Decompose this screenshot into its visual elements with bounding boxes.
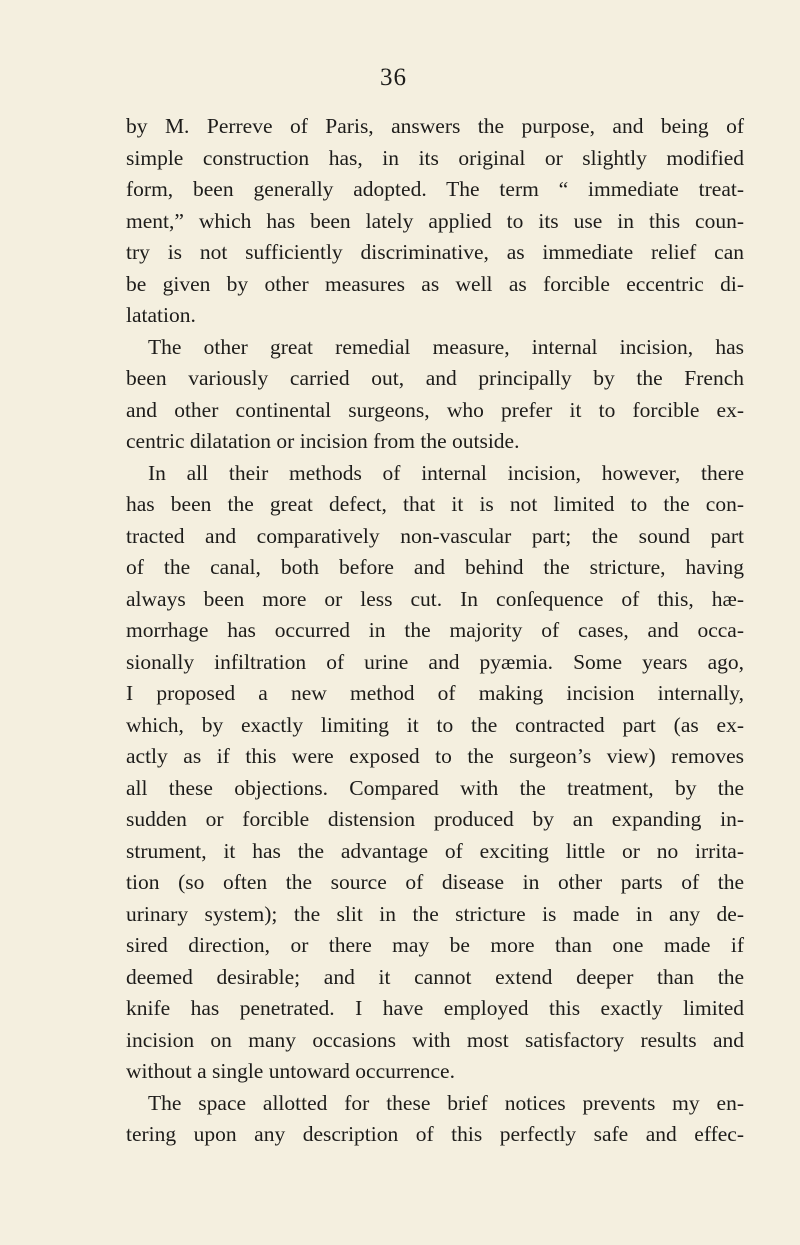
text-line: of the canal, both before and behind the stricture, having [126,555,744,579]
text-line: which, by exactly limiting it to the contracted part (as ex- [126,712,744,737]
text-line: incision on many occasions with most satisfactory results and [126,1027,744,1052]
text-line: sudden or forcible distension produced by an expanding in- [126,807,744,831]
text-line: The space allotted for these brief notices prevents my en- [148,1090,744,1115]
text-line: tracted and comparatively non-vascular part; the sound part [126,523,744,548]
text-line: been variously carried out, and principally by the French [126,366,744,390]
text-line: sired direction, or there may be more than one made if [126,933,744,957]
text-line: without a single untoward occurrence. [126,1059,455,1083]
text-line: latation. [126,303,196,327]
page-number: 36 [380,64,407,91]
text-line: In all their methods of internal incision, however, there [148,460,744,485]
text-line: sionally infiltration of urine and pyæmia. Some years ago, [126,649,744,674]
text-line: I proposed a new method of making incision internally, [126,681,744,705]
text-line: centric dilatation or incision from the outside. [126,429,520,453]
body-text [126,111,744,1151]
text-line: tering upon any description of this perfectly safe and effec- [126,1122,744,1146]
text-line: tion (so often the source of disease in other parts of the [126,870,744,894]
text-line: ment,” which has been lately applied to its use in this coun- [126,208,744,233]
text-line: and other continental surgeons, who prefer it to forcible ex- [126,397,744,422]
text-line: urinary system); the slit in the stricture is made in any de- [126,901,744,926]
text-line: all these objections. Compared with the treatment, by the [126,775,744,800]
text-line: has been the great defect, that it is not limited to the con- [126,492,744,516]
text-line: form, been generally adopted. The term “ immediate treat- [126,177,744,201]
text-line: strument, it has the advantage of exciting little or no irrita- [126,838,744,863]
text-line: knife has penetrated. I have employed this exactly limited [126,996,744,1020]
text-line: deemed desirable; and it cannot extend deeper than the [126,964,744,989]
text-line: always been more or less cut. In conſequence of this, hæ- [126,586,744,611]
text-line: simple construction has, in its original or slightly modified [126,145,744,170]
text-line: actly as if this were exposed to the surgeon’s view) removes [126,744,744,768]
text-line: The other great remedial measure, internal incision, has [148,334,744,359]
text-line: be given by other measures as well as forcible eccentric di- [126,271,744,296]
text-line: by M. Perreve of Paris, answers the purpose, and being of [126,114,744,138]
text-line: try is not sufficiently discriminative, as immediate relief can [126,240,744,264]
text-line: morrhage has occurred in the majority of cases, and occa- [126,618,744,642]
